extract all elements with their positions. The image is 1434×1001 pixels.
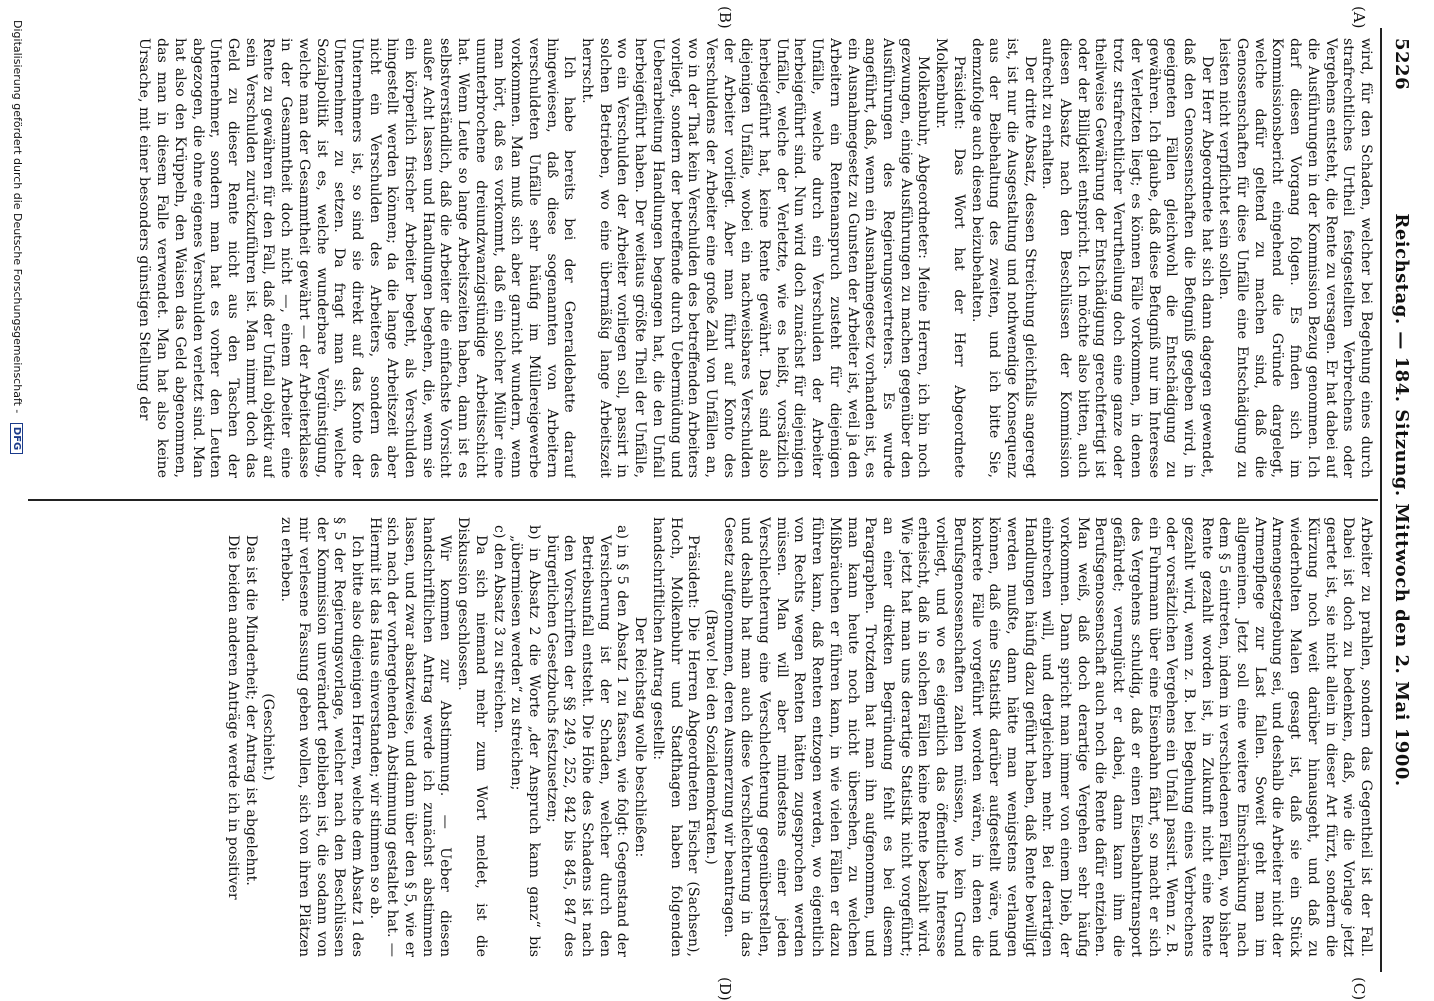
page-number: 5226	[1391, 38, 1412, 91]
paragraph: Der dritte Absatz, dessen Streichung gleichfalls angeregt ist, ist nur die Ausgestaltung und nothwendige Konsequenz aus der Beibehaltung des zweiten, und ich bitte Sie, demzufolge auch diesen beizubehalten.	[968, 38, 1038, 478]
margin-marker-c: (C)	[1350, 977, 1368, 1001]
interjection: (Bravo! bei den Sozialdemokraten.)	[702, 609, 719, 865]
page-title: Reichstag. — 184. Sitzung. Mittwoch den 2. Mai 1900.	[1391, 213, 1412, 787]
column-divider	[28, 499, 1378, 501]
margin-marker-b: (B)	[716, 6, 734, 29]
paragraph: Da sich niemand mehr zum Wort meldet, ist die Diskussion geschlossen.	[455, 517, 489, 957]
digitization-footer	[6, 20, 24, 980]
paragraph: Wir kommen zur Abstimmung. — Ueber diesen handschriftlichen Antrag werde ich zunächst abstimmen lassen, und zwar absatzweise, und dann über den § 5, wie er sich nach der vorhergehenden Abstimmung gestaltet hat. — Hiermit ist das Haus einverstanden; wir stimmen so ab.	[366, 517, 454, 957]
motion-heading: Der Reichstag wolle beschließen:	[632, 616, 649, 858]
page-header	[1384, 30, 1412, 970]
paragraph: Die beiden anderen Anträge werde ich in positiver	[225, 535, 241, 900]
speaker-paragraph: Molkenbuhr, Abgeordneter: Meine Herren, ich bin noch gezwungen, einige Ausführungen zu machen gegenüber den Ausführungen des Regierungsvertreters. Es wurde angeführt, daß, wenn ein Ausnahmegesetz vorhanden ist, es ein Ausnahmegesetz zu Gunsten der Arbeiter ist, weil ja den Arbeitern ein Rentenanspruch zusteht für diejenigen Unfälle, welche durch ein Verschulden der Arbeiter herbeigeführt sind. Nun wird doch zunächst für diejenigen Unfälle, welche der Verletzte, wie es heißt, vorsätzlich herbeigeführt hat, keine Rente gewährt. Das sind also diejenigen Unfälle, wobei ein nachweisbares Verschulden der Arbeiter vorliegt. Aber man führt auf Konto des Verschuldens der Arbeiter eine große Zahl von Unfällen an, wo in der That kein Verschulden des betreffenden Arbeiters vorliegt, sondern der betreffende durch Uebermüdung und Ueberarbeitung Handlungen begangen hat, die den Unfall herbeigeführt haben. Der weitaus größte Theil der Unfälle, wo ein Verschulden der Arbeiter vorliegen soll, passirt in solchen Betrieben, wo eine übermäßig lange Arbeitszeit herrscht.	[579, 38, 932, 478]
paragraph: Das ist die Minderheit; der Antrag ist abgelehnt.	[242, 535, 259, 886]
interjection: (Geschieht.)	[260, 693, 277, 781]
speaker-paragraph: Präsident: Die Herren Abgeordneten Fischer (Sachsen), Hoch, Molkenbuhr und Stadthagen haben folgenden handschriftlichen Antrag gestellt:	[649, 517, 702, 957]
margin-marker-d: (D)	[716, 977, 734, 1001]
motion-item-b: b) in Absatz 2 die Worte „der Anspruch kann ganz“ bis „übermiesen werden“ zu streichen;	[508, 525, 542, 957]
paragraph: Der Herr Abgeordnete hat sich dann dagegen gewendet, daß den Genossenschaften die Befugniß gegeben wird, in geeigneten Fällen gleichwohl die Entschädigung zu gewähren. Ich glaube, daß diese Befugniß nur im Interesse der Verletzten liegt; es können Fälle vorkommen, in denen trotz strafrechtlicher Verurtheilung doch eine ganze oder theilweise Gewährung der Entschädigung gerechtfertigt ist oder der Billigkeit entspricht. Ich möchte also bitten, auch diesen Absatz nach den Beschlüssen der Kommission aufrecht zu erhalten.	[1039, 38, 1215, 478]
header-rule	[1380, 28, 1382, 972]
paragraph: Ich habe bereits bei der Generaldebatte darauf hingewiesen, daß diese sogenannten von Arbeitern verschuldeten Unfälle sehr häufig im Müllereigewerbe vorkommen. Man muß sich aber garnicht wundern, wenn man hört, daß es vorkommt, daß ein solcher Müller eine ununterbrochene dreiundzwanzigstündige Arbeitsschicht hat. Wenn Leute so lange Arbeitszeiten haben, dann ist es selbstverständlich, daß die Arbeiter die einfachste Vorsicht außer Acht lassen und Handlungen begehen, die, wenn sie ein körperlich frischer Arbeiter begeht, als Verschulden hingestellt werden können; da die lange Arbeitszeit aber nicht ein Verschulden des Arbeiters, sondern des Unternehmers ist, so sind sie direkt auf das Konto der Unternehmer zu setzen. Da fragt man sich, welche Sozialpolitik ist es, welche wunderbare Vergünstigung, welche man der Gesammtheit gewährt — der Arbeiterklasse in der Gesammtheit doch nicht —, einem Arbeiter eine Rente zu gewähren für den Fall, daß der Unfall objektiv auf sein Verschulden zurückzuführen ist. Man nimmt doch das Geld zu dieser Rente nicht aus den Taschen der Unternehmer, sondern man hat es vorher den Leuten abgezogen, die ohne eigenes Verschulden verletzt sind. Man hat also den Krüppeln, den Waisen das Geld abgenommen, das man in diesem Falle verwendet. Man hat also keine Ursache, mit einer besonders günstigen Stellung der	[136, 38, 578, 478]
motion-item-c: c) den Absatz 3 zu streichen.	[490, 525, 507, 734]
margin-marker-a: (A)	[1350, 6, 1368, 29]
footer-text: Digitalisierung gefördert durch die Deutsche Forschungsgemeinschaft -	[11, 20, 24, 414]
motion-item-a: a) in § 5 den Absatz 1 zu fassen, wie folgt: Gegenstand der Versicherung ist der Schaden, welcher durch den Betriebsunfall entsteht. Die Höhe des Schadens ist nach den Vorschriften der §§ 249, 252, 842 bis 845, 847 des bürgerlichen Gesetzbuchs festzusetzen;	[543, 525, 631, 957]
right-column	[29, 517, 1374, 957]
speaker-paragraph: Präsident: Das Wort hat der Herr Abgeordnete Molkenbuhr.	[933, 38, 967, 478]
left-column	[29, 38, 1374, 478]
paragraph: Ich bitte also diejenigen Herren, welche dem Absatz 1 des § 5 der Regierungsvorlage, welcher nach den Beschlüssen der Kommission unverändert geblieben ist, die sodann von mir verlesene Fassung geben wollen, sich von ihren Plätzen zu erheben.	[278, 517, 365, 957]
paragraph: wird, für den Schaden, welcher bei Begehung eines durch strafrechtliches Urtheil festgestellten Verbrechens oder Vergehens entsteht, die Rente zu versagen. Er hat dabei auf die Ausführungen in der Kommission Bezug genommen. Ich darf diesen Vorgang folgen. Es finden sich im Kommissionsbericht eingehend die Gründe dargelegt, welche dafür geltend zu machen sind, daß die Genossenschaften für diese Unfälle eine Entschädigung zu leisten nicht verpflichtet sein sollen.	[1216, 38, 1374, 478]
dfg-logo: DFG	[10, 423, 23, 454]
paragraph: Arbeiter zu prahlen, sondern das Gegentheil ist der Fall. Dabei ist doch zu bedenken, daß, wie die Vorlage jetzt geartet ist, sie nicht allein in dieser Art fürzt, sondern die Kürzung noch weit darüber hinausgeht, und daß zu wiederholten Malen gesagt ist, daß sie ein Stück Armengesetzgebung sei, und deshalb die Arbeiter nicht der Armenpflege zur Last fallen. Soweit geht man im allgemeinen. Jetzt soll eine weitere Einschränkung nach dem § 5 eintreten, indem in verschiedenen Fällen, wo bisher Rente gezahlt worden ist, in Zukunft nicht eine Rente gezahlt wird, wenn z. B. bei Begehung eines Verbrechens oder vorsätzlichen Vergehens ein Unfall passirt. Wenn z. B. ein Fuhrmann über eine Eisenbahn fährt, so macht er sich des Vergehens schuldig, daß er einen Eisenbahntransport gefährdet; verunglückt er dabei, dann kann ihm die Berufsgenossenschaft auch noch die Rente dafür entziehen. Man weiß, daß doch derartige Vergehen sehr häufig vorkommen. Dann spricht man immer von einem Dieb, der einbrechen will, und dergleichen mehr. Bei derartigen Handlungen häufig dazu geführt haben, daß Rente bewilligt werden mußte, dann hätte man wenigstens verlangen können, daß eine Statistik darüber aufgestellt wäre, und konkrete Fälle vorgeführt worden wären, in denen die Berufsgenossenschaften zahlen müssen, wo kein Grund vorliegt, und wo es eigentlich das öffentliche Interesse erheischt, daß in solchen Fällen keine Rente bezahlt wird. Wie jetzt hat man uns derartige Statistik nicht vorgeführt; an einer direkten Begründung fehlt es bei diesem Paragraphen. Trotzdem hat man ihn aufgenommen, und man kann heute noch nicht übersehen, zu welchen Mißbräuchen er führen kann, in wie vielen Fällen er dazu führen kann, daß Renten entzogen werden, wo eigentlich von Rechts wegen Renten hätten zugesprochen werden müssen. Man will aber mindestens einer jeden Verschlechterung eine Verschlechterung gegenüberstellen, und deshalb hat man auch diese Verschlechterung in das Gesetz aufgenommen, deren Ausmerzung wir beantragen.	[720, 517, 1374, 957]
